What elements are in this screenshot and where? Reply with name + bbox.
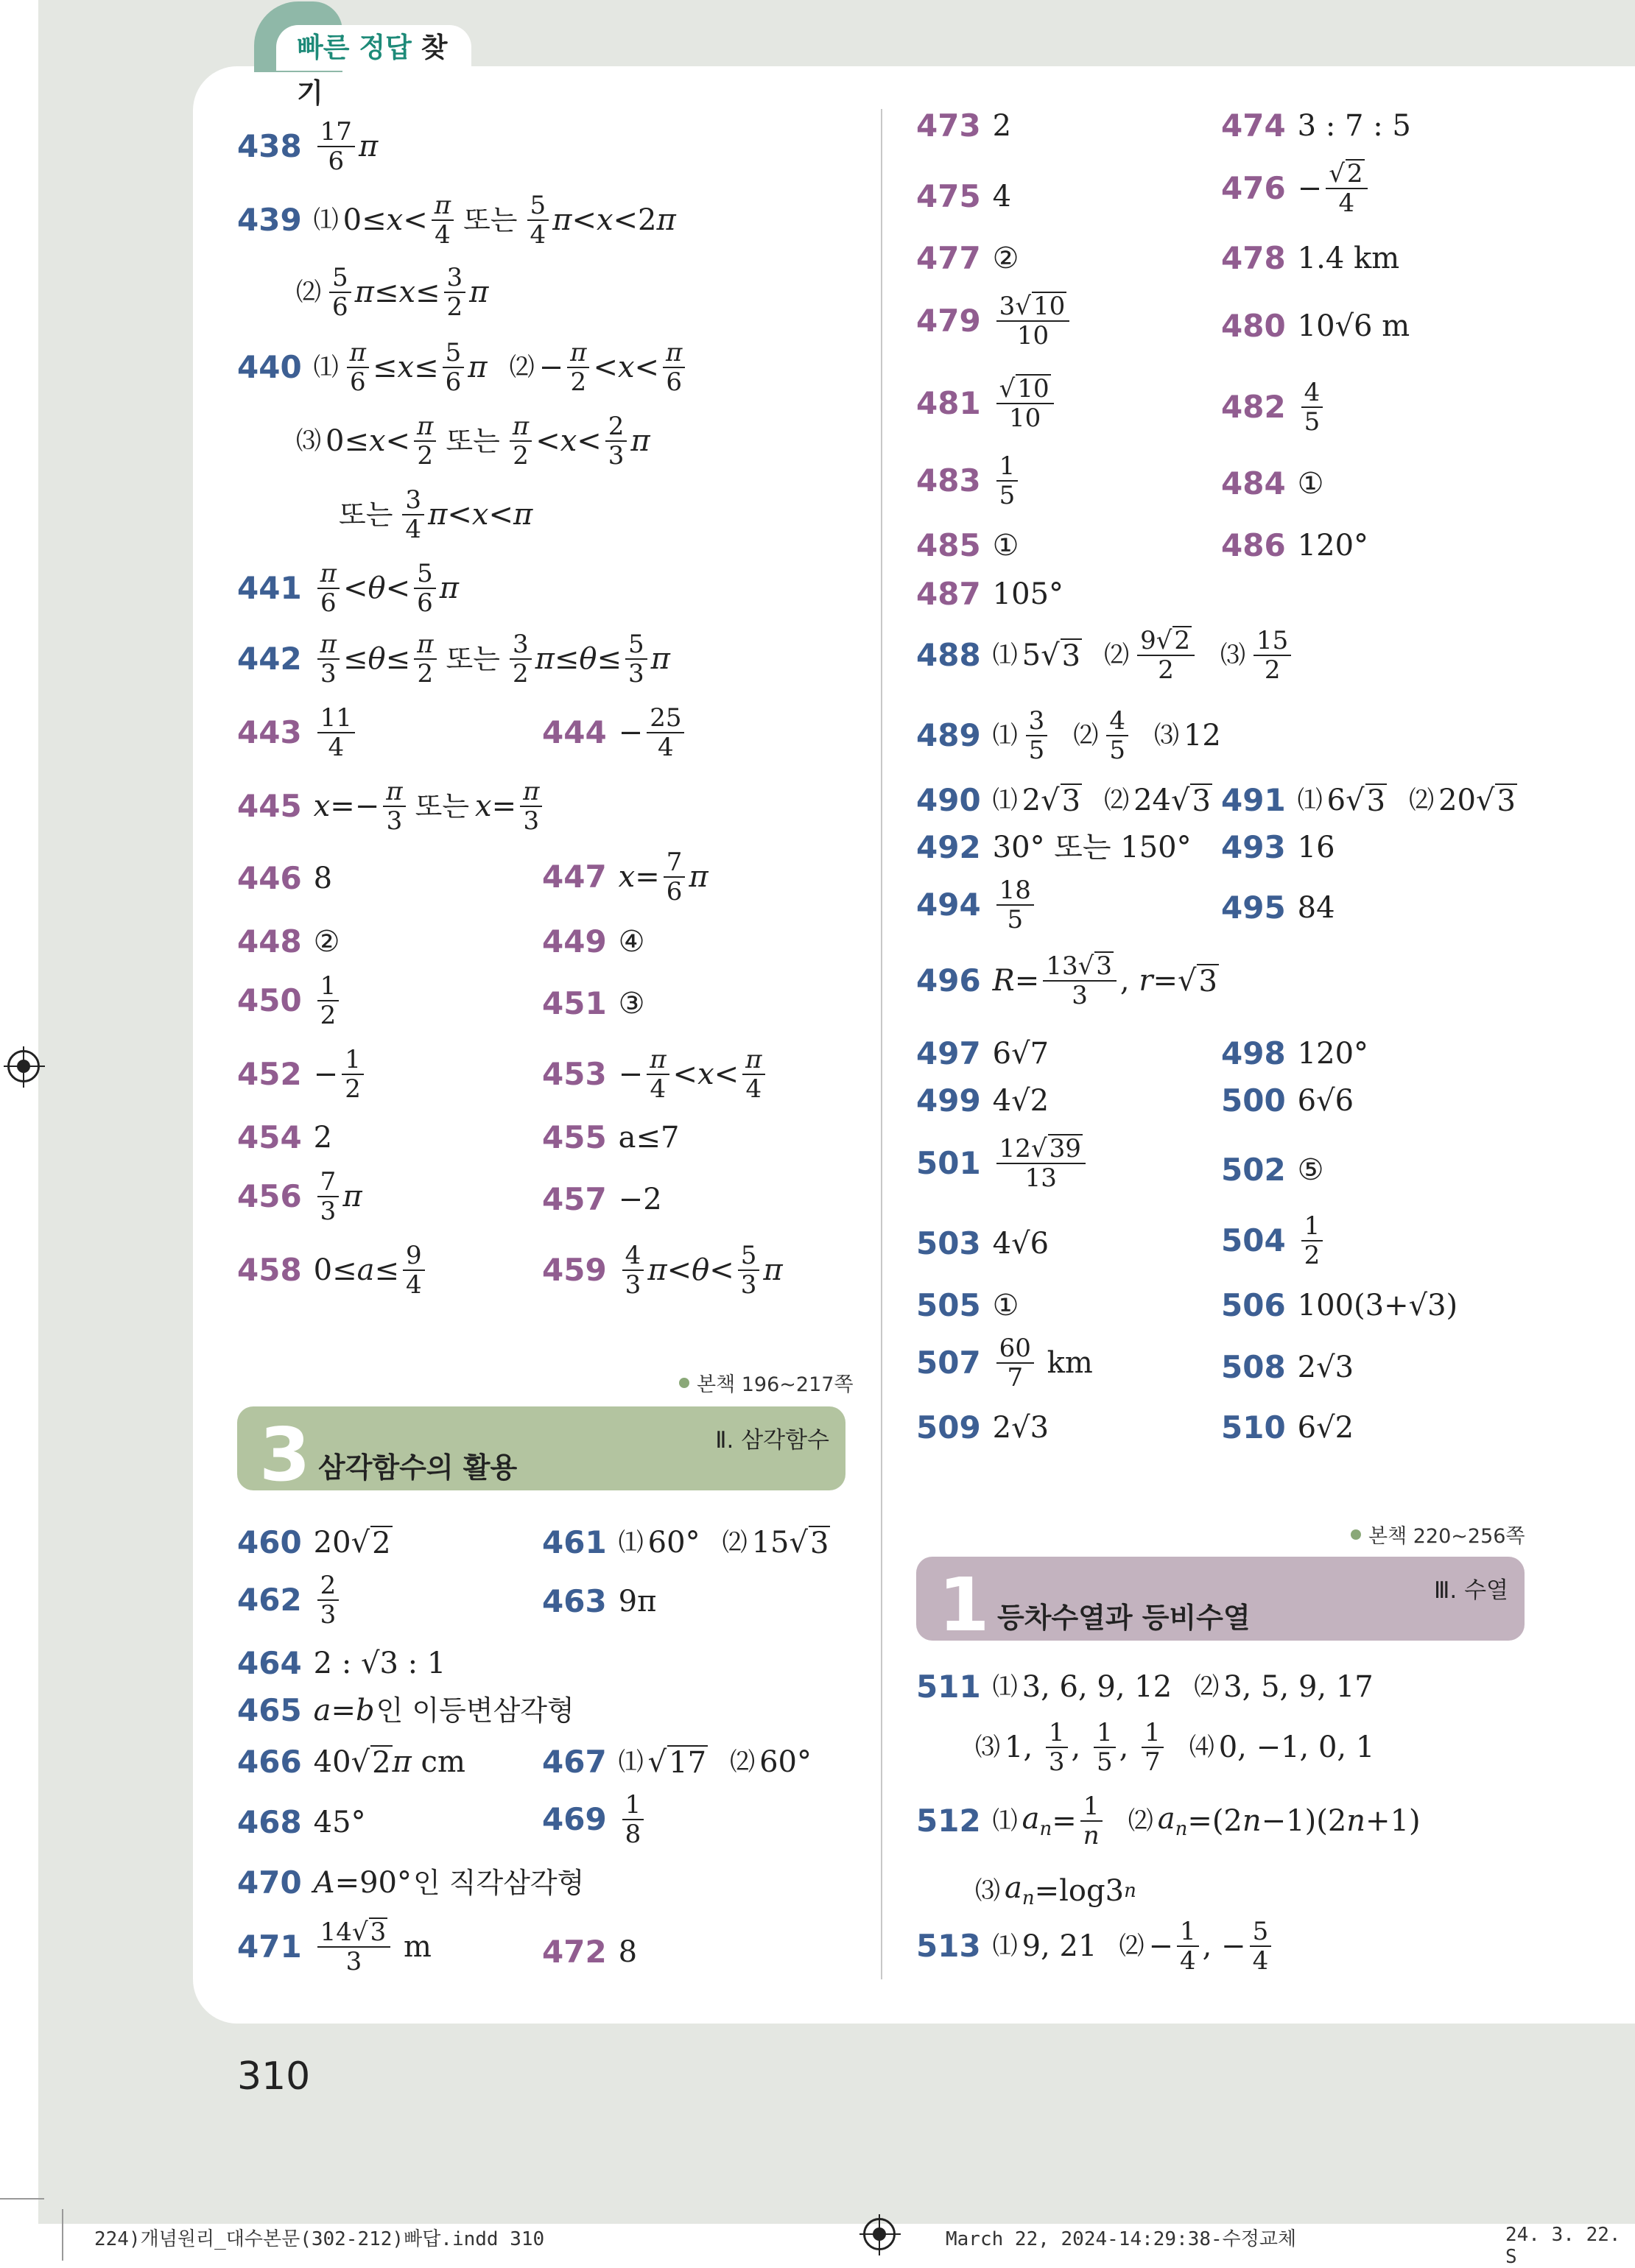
answer-512-3: ⑶ $a_n$ =log3 n xyxy=(975,1871,1136,1909)
answer-461: 461 ⑴ 60° ⑵ 15 √ 3 xyxy=(542,1524,829,1560)
answer-497: 497 6√7 xyxy=(916,1035,1049,1071)
answer-440-3b: 또는 $\frac{3}{4}$ π < x < π xyxy=(339,485,533,545)
answer-466: 466 40 √ 2 π cm xyxy=(237,1744,465,1780)
answer-463: 463 9π xyxy=(542,1583,657,1619)
answer-509: 509 2√3 xyxy=(916,1409,1049,1445)
answer-465: 465 a = b 인 이등변삼각형 xyxy=(237,1692,574,1728)
answer-511: 511 ⑴ 3, 6, 9, 12 ⑵ 3, 5, 9, 17 xyxy=(916,1669,1374,1705)
answer-480: 480 10√6 m xyxy=(1221,308,1410,344)
answer-484: 484 ① xyxy=(1221,465,1324,501)
answer-491: 491 ⑴ 6 √ 3 ⑵ 20 √ 3 xyxy=(1221,782,1516,818)
answer-507: 507 $\frac{60}{7}$ km xyxy=(916,1334,1093,1393)
answer-458: 458 0≤ a ≤ $\frac{9}{4}$ xyxy=(237,1242,429,1299)
answer-512: 512 ⑴ $a_n$ = $\frac{1}{n}$ ⑵ $a_n$ =(2 n −1)(2 n +1) xyxy=(916,1792,1421,1851)
answer-485: 485 ① xyxy=(916,527,1019,563)
answer-487: 487 105° xyxy=(916,576,1064,612)
answer-459: 459 $\frac{4}{3}$ π < θ < $\frac{5}{3}$ π xyxy=(542,1241,783,1300)
answer-494: 494 $\frac{18}{5}$ xyxy=(916,876,1038,934)
answer-441: 441 $\frac{\pi}{6}$ < θ < $\frac{5}{6}$ π xyxy=(237,559,460,619)
answer-472: 472 8 xyxy=(542,1934,638,1970)
answer-473: 473 2 xyxy=(916,108,1012,144)
answer-504: 504 $\frac{1}{2}$ xyxy=(1221,1212,1326,1269)
answer-490: 490 ⑴ 2 √ 3 ⑵ 24 √ 3 xyxy=(916,782,1211,818)
answer-446: 446 8 xyxy=(237,860,333,896)
answer-479: 479 $\frac{3√10}{10}$ xyxy=(916,292,1073,350)
answer-510: 510 6√2 xyxy=(1221,1409,1354,1445)
answer-481: 481 $\frac{√10}{10}$ xyxy=(916,374,1058,432)
answer-444: 444 − $\frac{25}{4}$ xyxy=(542,704,688,761)
answer-453: 453 − $\frac{\pi}{4}$ < x < $\frac{\pi}{4}$ xyxy=(542,1046,769,1103)
answer-451: 451 ③ xyxy=(542,985,645,1021)
answer-467: 467 ⑴ √ 17 ⑵ 60° xyxy=(542,1744,812,1780)
registration-mark-icon xyxy=(7,1050,40,1082)
column-divider xyxy=(881,109,882,1979)
answer-478: 478 1.4 km xyxy=(1221,240,1400,276)
answer-500: 500 6√6 xyxy=(1221,1082,1354,1119)
answer-440-3: ⑶ 0≤ x < $\frac{\pi}{2}$ 또는 $\frac{\pi}{2}$ < x < $\frac{2}{3}$ π xyxy=(296,412,650,471)
answer-477: 477 ② xyxy=(916,240,1019,276)
answer-438: 438 $\frac{17}{6}$ π xyxy=(237,117,379,177)
answer-498: 498 120° xyxy=(1221,1035,1369,1071)
print-slug-file: 224)개념원리_대수본문(302-212)빠답.indd 310 xyxy=(94,2228,545,2250)
answer-506: 506 100(3+√3) xyxy=(1221,1287,1458,1323)
answer-455: 455 a≤7 xyxy=(542,1119,680,1155)
print-slug-date: 24. 3. 22. S xyxy=(1505,2224,1621,2268)
answer-474: 474 3 : 7 : 5 xyxy=(1221,108,1411,144)
answer-503: 503 4√6 xyxy=(916,1225,1049,1261)
answer-450: 450 $\frac{1}{2}$ xyxy=(237,972,342,1029)
answer-468: 468 45° xyxy=(237,1804,366,1840)
answer-447: 447 x = $\frac{7}{6}$ π xyxy=(542,848,708,907)
section-header-1: 1 등차수열과 등비수열 Ⅲ. 수열 xyxy=(916,1557,1525,1641)
section-header-3: 3 삼각함수의 활용 Ⅱ. 삼각함수 xyxy=(237,1406,845,1490)
answer-508: 508 2√3 xyxy=(1221,1349,1354,1385)
answer-496: 496 R = $\frac{13√3}{3}$ , r = √ 3 xyxy=(916,951,1217,1011)
answer-492: 492 30° 또는 150° xyxy=(916,829,1192,865)
header-tab: 빠른 정답 찾기 xyxy=(276,25,471,71)
answer-475: 475 4 xyxy=(916,178,1012,214)
answer-483: 483 $\frac{1}{5}$ xyxy=(916,452,1022,510)
answer-457: 457 −2 xyxy=(542,1181,662,1217)
answer-456: 456 $\frac{7}{3}$ π xyxy=(237,1167,362,1227)
answer-470: 470 A =90° 인 직각삼각형 xyxy=(237,1864,585,1901)
answer-493: 493 16 xyxy=(1221,829,1335,865)
answer-464: 464 2 : √3 : 1 xyxy=(237,1645,446,1681)
book-reference: 본책 220~256쪽 xyxy=(1351,1520,1525,1549)
answer-489: 489 ⑴ $\frac{3}{5}$ ⑵ $\frac{4}{5}$ ⑶ 12 xyxy=(916,706,1221,766)
answer-471: 471 $\frac{14√3}{3}$ m xyxy=(237,1917,432,1977)
answer-462: 462 $\frac{2}{3}$ xyxy=(237,1571,342,1629)
answer-439-2: ⑵ $\frac{5}{6}$ π ≤ x ≤ $\frac{3}{2}$ π xyxy=(296,263,489,323)
answer-499: 499 4√2 xyxy=(916,1082,1049,1119)
answer-482: 482 $\frac{4}{5}$ xyxy=(1221,378,1326,436)
answer-448: 448 ② xyxy=(237,923,340,959)
answer-469: 469 $\frac{1}{8}$ xyxy=(542,1791,647,1848)
answer-511-3: ⑶ 1, $\frac{1}{3}$ , $\frac{1}{5}$ , $\frac{1}{7}$ ⑷ 0, −1, 0, 1 xyxy=(975,1718,1375,1778)
answer-452: 452 − $\frac{1}{2}$ xyxy=(237,1046,368,1103)
answer-501: 501 $\frac{12√39}{13}$ xyxy=(916,1134,1089,1192)
answer-505: 505 ① xyxy=(916,1287,1019,1323)
answer-488: 488 ⑴ 5 √ 3 ⑵ $\frac{9√2}{2}$ ⑶ $\frac{15}{2}$ xyxy=(916,626,1295,684)
answer-502: 502 ⑤ xyxy=(1221,1152,1324,1188)
answer-454: 454 2 xyxy=(237,1119,333,1155)
answer-495: 495 84 xyxy=(1221,890,1335,926)
answer-513: 513 ⑴ 9, 21 ⑵ − $\frac{1}{4}$ , − $\frac{5}{4}$ xyxy=(916,1917,1275,1975)
section-title: 삼각함수의 활용 xyxy=(318,1451,518,1484)
answer-460: 460 20 √ 2 xyxy=(237,1524,391,1560)
print-slug-time: March 22, 2024-14:29:38-수정교체 xyxy=(946,2228,1297,2250)
answer-486: 486 120° xyxy=(1221,527,1369,563)
answer-443: 443 $\frac{11}{4}$ xyxy=(237,704,359,761)
answer-439: 439 ⑴ 0≤ x < $\frac{\pi}{4}$ 또는 $\frac{5}{4}$ π < x <2 π xyxy=(237,191,676,250)
answer-449: 449 ④ xyxy=(542,923,645,959)
page-number: 310 xyxy=(237,2054,311,2099)
answer-445: 445 x =− $\frac{\pi}{3}$ 또는 x = $\frac{\pi}{3}$ xyxy=(237,778,546,835)
registration-mark-icon xyxy=(863,2218,896,2250)
section-title: 등차수열과 등비수열 xyxy=(997,1602,1251,1634)
answer-476: 476 − $\frac{√2}{4}$ xyxy=(1221,159,1371,217)
book-reference: 본책 196~217쪽 xyxy=(679,1368,854,1397)
answer-442: 442 $\frac{\pi}{3}$ ≤ θ ≤ $\frac{\pi}{2}$ 또는 $\frac{3}{2}$ π ≤ θ ≤ $\frac{5}{3}$ π xyxy=(237,630,670,689)
answer-440: 440 ⑴ $\frac{\pi}{6}$ ≤ x ≤ $\frac{5}{6}$ π ⑵ − $\frac{\pi}{2}$ < x < $\frac{\pi}{6}$ xyxy=(237,339,689,396)
